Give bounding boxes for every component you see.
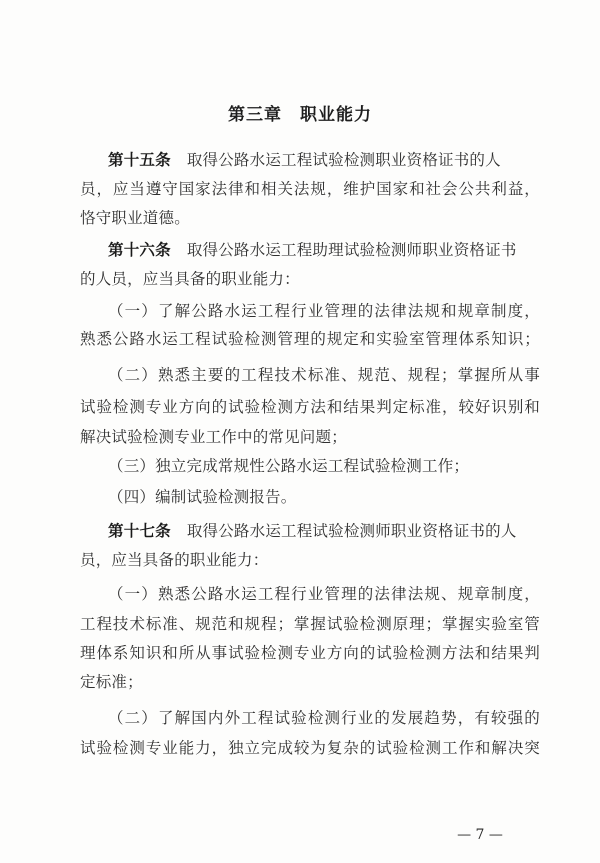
article-17-item-1-line-1: （一）熟悉公路水运工程行业管理的法律法规、规章制度， [108, 585, 540, 603]
article-17-line-2: 员，应当具备的职业能力： [80, 551, 269, 569]
article-15-number: 第十五条 [108, 150, 171, 169]
article-16-item-1-line-2: 熟悉公路水运工程试验检测管理的规定和实验室管理体系知识； [80, 330, 540, 348]
article-16-item-4: （四）编制试验检测报告。 [108, 488, 297, 506]
article-17-item-2-line-2: 试验检测专业能力，独立完成较为复杂的试验检测工作和解决突 [80, 739, 540, 757]
article-17-item-1-line-3: 理体系知识和所从事试验检测专业方向的试验检测方法和结果判 [80, 644, 540, 662]
article-17-line-1 [108, 521, 540, 541]
chapter-title: 第三章 职业能力 [228, 105, 372, 125]
article-17-number: 第十七条 [108, 521, 171, 540]
article-15-line-2: 员，应当遵守国家法律和相关法规，维护国家和社会公共利益， [80, 180, 540, 198]
article-16-item-1-line-1: （一）了解公路水运工程行业管理的法律法规和规章制度， [108, 302, 540, 320]
article-17-item-1-line-4: 定标准； [80, 673, 143, 691]
article-17-item-2-line-1: （二）了解国内外工程试验检测行业的发展趋势，有较强的 [108, 709, 540, 727]
article-15-line-3: 恪守职业道德。 [80, 209, 190, 227]
article-15-line-1 [108, 150, 540, 170]
article-16-text-1: 取得公路水运工程助理试验检测师职业资格证书 [186, 241, 517, 259]
article-16-item-2-line-3: 解决试验检测专业工作中的常见问题； [80, 428, 347, 446]
article-15-text-1: 取得公路水运工程试验检测职业资格证书的人 [186, 151, 501, 169]
article-16-line-1 [108, 240, 540, 260]
article-16-item-2-line-1: （二）熟悉主要的工程技术标准、规范、规程；掌握所从事 [108, 366, 540, 384]
article-16-item-3: （三）独立完成常规性公路水运工程试验检测工作； [108, 457, 470, 475]
page-number: — 7 — [457, 827, 503, 843]
article-16-line-2: 的人员，应当具备的职业能力： [80, 270, 300, 288]
article-16-item-2-line-2: 试验检测专业方向的试验检测方法和结果判定标准，较好识别和 [80, 398, 540, 416]
article-17-text-1: 取得公路水运工程试验检测师职业资格证书的人 [186, 522, 517, 540]
article-17-item-1-line-2: 工程技术标准、规范和规程；掌握试验检测原理；掌握实验室管 [80, 615, 540, 633]
article-16-number: 第十六条 [108, 240, 171, 259]
